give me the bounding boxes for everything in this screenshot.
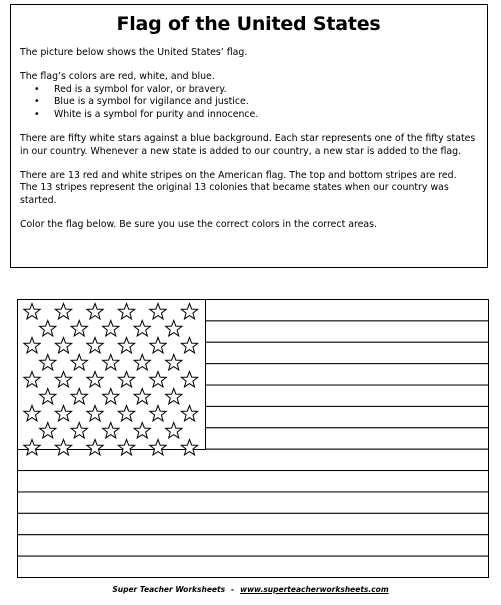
bullet-text-white: White is a symbol for purity and innocence. [54,109,259,121]
flag-stripe-10 [18,492,489,513]
bullet-icon: • [34,96,40,108]
footer-separator: - [231,585,235,594]
bullet-icon: • [34,109,40,121]
bullet-text-blue: Blue is a symbol for vigilance and justice. [54,96,249,108]
flag-stripe-13 [18,556,489,577]
flag-stripe-9 [18,471,489,492]
bullet-text-red: Red is a symbol for valor, or bravery. [54,83,227,95]
info-box [10,4,488,268]
intro-text: The picture below shows the United States’ flag. [20,47,248,58]
bullet-icon: • [34,83,40,95]
color-meaning-list [20,84,477,122]
list-item [20,96,477,109]
footer-website-link[interactable]: www.superteacherworksheets.com [240,585,389,594]
flag-stripe-12 [18,535,489,556]
colors-intro-text: The flag’s colors are red, white, and blue. [20,70,215,82]
flag-drawing [17,299,489,578]
list-item [20,109,477,122]
footer [0,585,501,594]
list-item [20,84,477,97]
flag-outline [17,299,489,578]
stars-paragraph: There are fifty white stars against a blue background. Each star represents one of the fifty states in our country. Whenever a new state is added to our country, a new star is added to the flag. [20,132,476,157]
page-title: Flag of the United States [116,13,381,35]
flag-stripe-11 [18,513,489,534]
flag-stripe-8 [18,449,489,470]
stripes-paragraph: There are 13 red and white stripes on the American flag. The top and bottom stripes are red. The 13 stripes represent the original 13 colonies that became states when our country was started. [20,169,457,207]
footer-publisher: Super Teacher Worksheets [112,585,226,594]
instructions-text: Color the flag below. Be sure you use the correct colors in the correct areas. [20,218,377,230]
